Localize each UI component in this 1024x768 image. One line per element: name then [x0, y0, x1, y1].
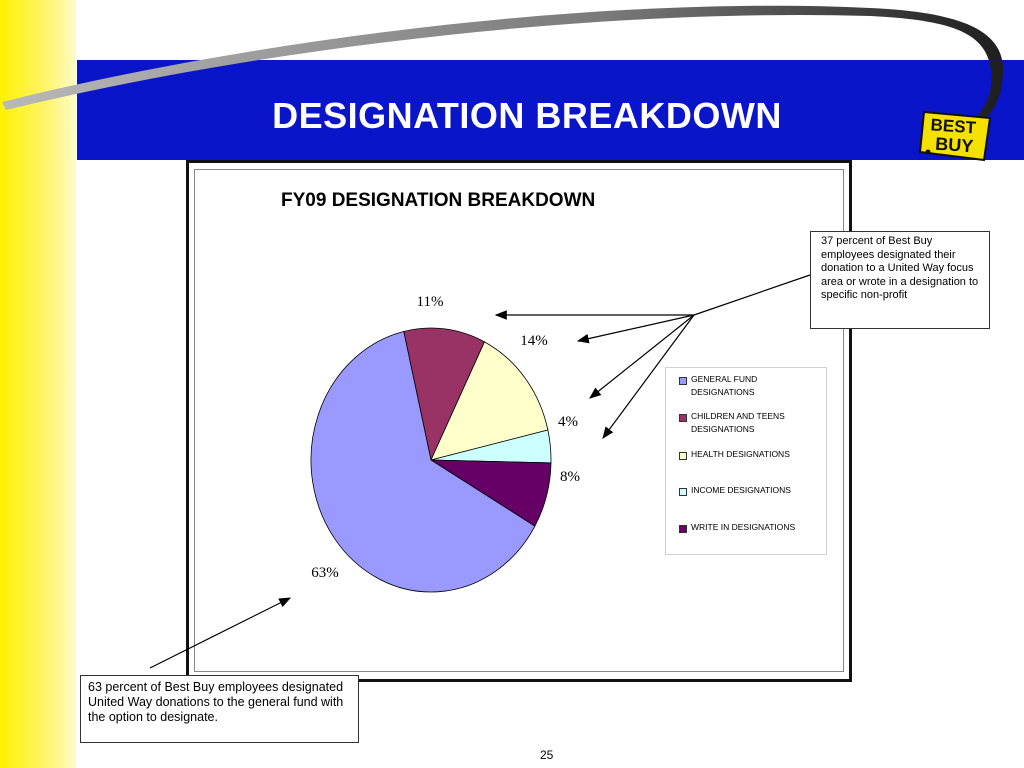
slide-title: DESIGNATION BREAKDOWN: [272, 95, 782, 136]
legend-swatch: [679, 377, 687, 385]
pie-data-label: 8%: [560, 469, 580, 485]
legend-label: HEALTH DESIGNATIONS: [691, 449, 790, 459]
chart-legend: [665, 367, 827, 555]
arrow-connector-right: [694, 275, 810, 315]
legend-label: GENERAL FUND DESIGNATIONS: [691, 374, 758, 397]
pie-data-label: 4%: [558, 414, 578, 430]
legend-swatch: [679, 488, 687, 496]
pie-data-label: 63%: [311, 565, 339, 581]
callout-designated-37-percent: 37 percent of Best Buy employees designated their donation to a United Way focus area or wrote in a designation to specific non-profit: [810, 231, 990, 329]
page-number: 25: [540, 748, 554, 762]
legend-swatch: [679, 452, 687, 460]
legend-item: [681, 373, 821, 399]
legend-item: [681, 410, 821, 436]
pie-data-label: 14%: [520, 333, 548, 349]
svg-text:BEST: BEST: [929, 115, 977, 138]
arrow-to-63: [150, 598, 290, 668]
legend-label: INCOME DESIGNATIONS: [691, 485, 791, 495]
svg-text:BUY: BUY: [934, 133, 974, 157]
chart-title: FY09 DESIGNATION BREAKDOWN: [281, 190, 596, 211]
legend-label: CHILDREN AND TEENS DESIGNATIONS: [691, 411, 785, 434]
legend-item: [681, 484, 821, 497]
legend-item: [681, 448, 821, 461]
legend-label: WRITE IN DESIGNATIONS: [691, 522, 796, 532]
legend-swatch: [679, 525, 687, 533]
legend-item: [681, 521, 821, 534]
arrow-to-14: [578, 315, 694, 341]
pie-data-label: 11%: [416, 294, 444, 310]
callout-general-fund-63-percent: 63 percent of Best Buy employees designated United Way donations to the general fund with the option to designate.: [80, 675, 359, 743]
legend-swatch: [679, 414, 687, 422]
